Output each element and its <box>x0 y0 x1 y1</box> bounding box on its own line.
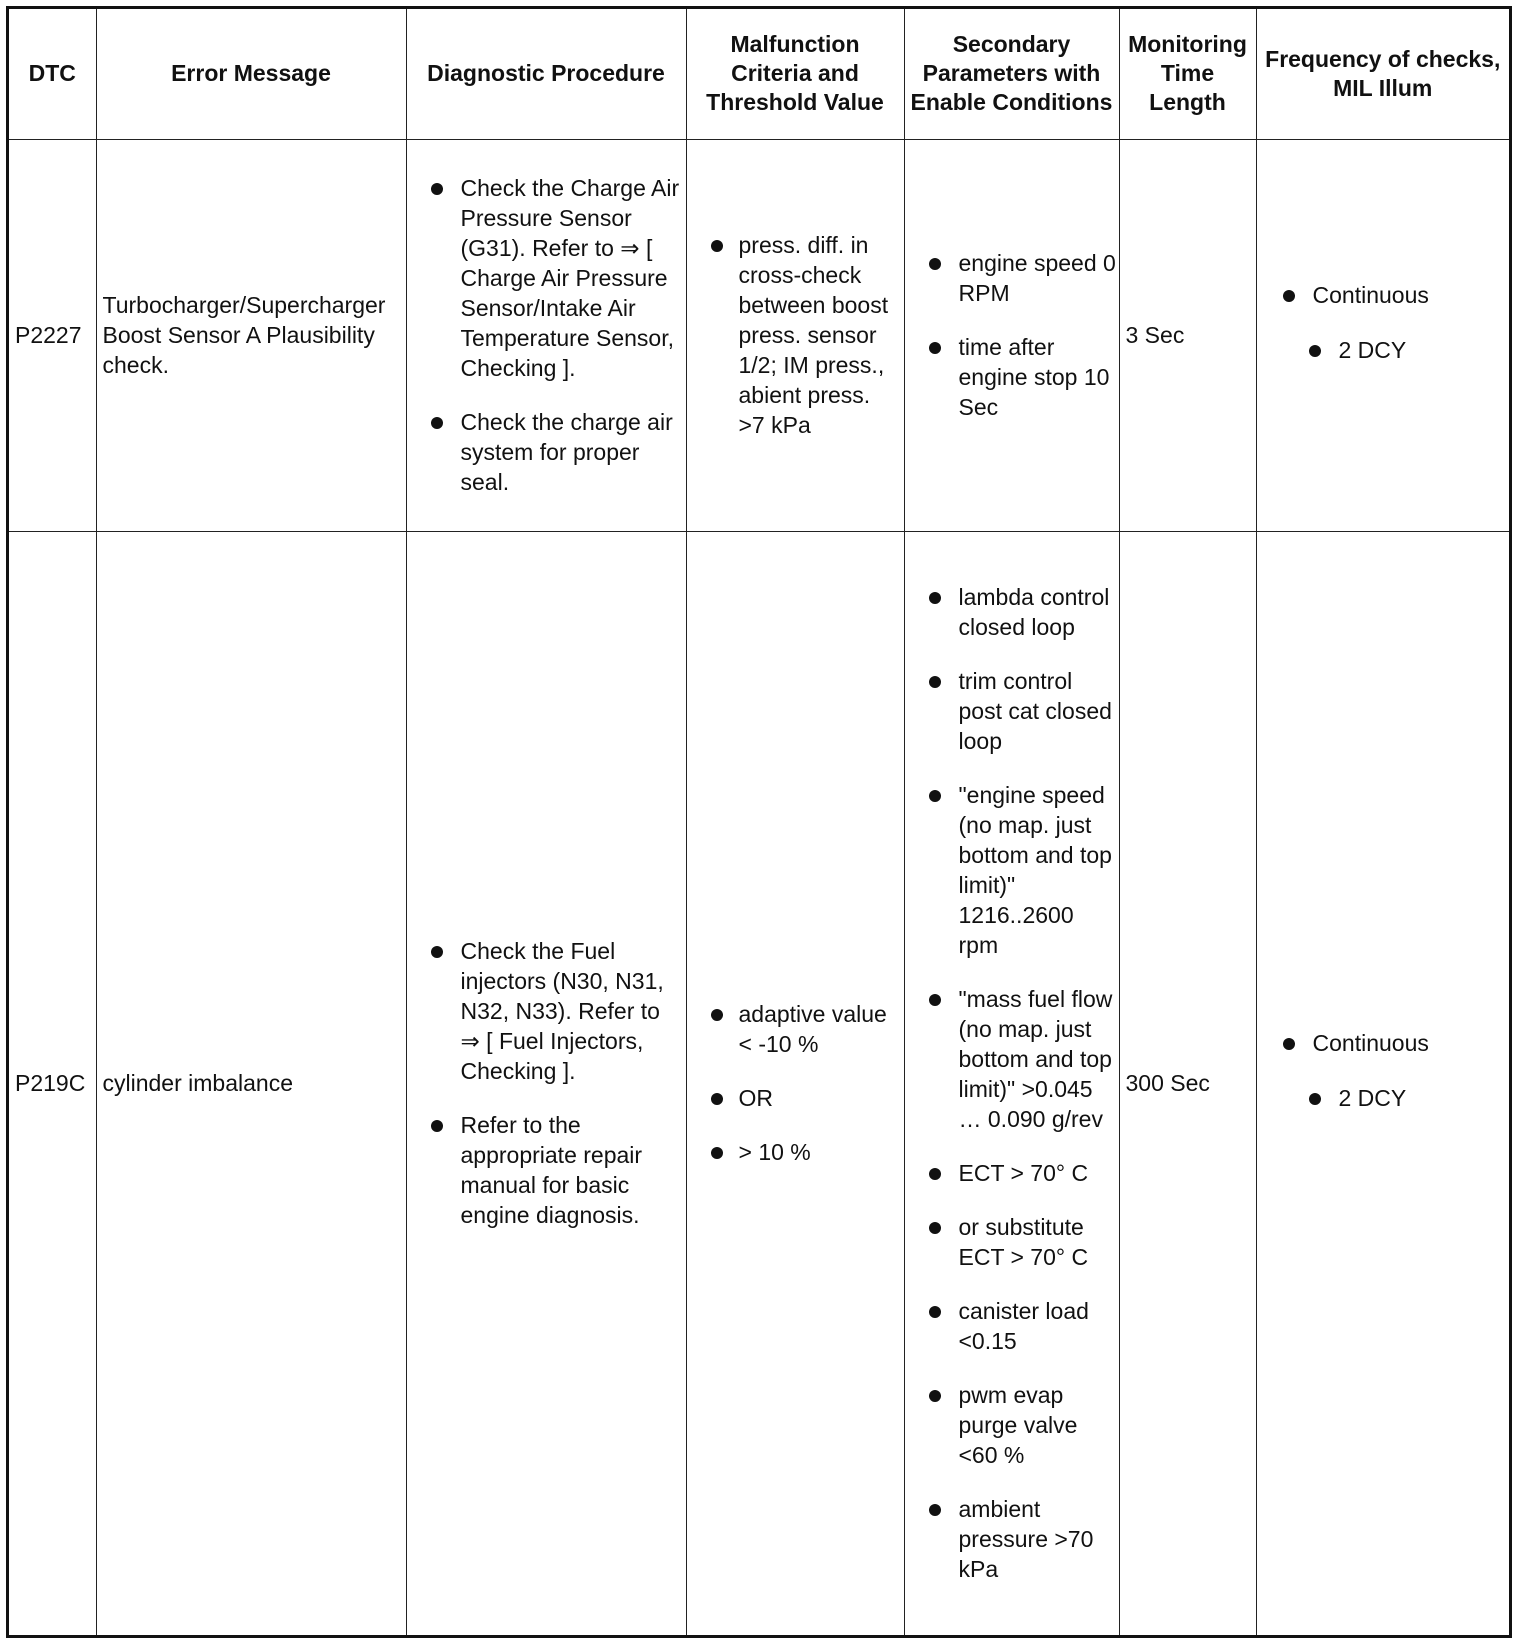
bullet-icon <box>929 592 941 604</box>
bullet-icon <box>711 1009 723 1021</box>
list-item <box>1257 1028 1508 1058</box>
dtc-table-frame <box>6 6 1512 1638</box>
frequency <box>1256 531 1509 1635</box>
header-dtc: DTC <box>9 9 96 139</box>
list-item-text: > 10 % <box>738 1139 811 1166</box>
bullet-icon <box>431 183 443 195</box>
table-row <box>9 531 1509 1635</box>
list-item <box>1257 280 1508 310</box>
header-monitoring-time: Monitoring Time Length <box>1119 9 1256 139</box>
list-item-text: Refer to the appropriate repair manual for basic engine diagnosis. <box>460 1112 643 1229</box>
header-malfunction-criteria: Malfunction Criteria and Threshold Value <box>686 9 904 139</box>
list-item-text: "mass fuel flow (no map. just bottom and top limit)" >0.045 … 0.090 g/rev <box>958 986 1113 1133</box>
list-item-text: pwm evap purge valve <60 % <box>958 1382 1078 1469</box>
table-row <box>9 139 1509 531</box>
list-item <box>905 1380 1117 1470</box>
bullet-icon <box>929 258 941 270</box>
error-message: Turbocharger/Supercharger Boost Sensor A Plausibility check. <box>96 139 406 531</box>
list-item-text: 2 DCY <box>1338 1085 1407 1112</box>
list-item <box>905 1296 1117 1356</box>
dtc-code: P2227 <box>9 139 96 531</box>
list-item <box>687 230 898 440</box>
list-item <box>687 1137 898 1167</box>
bullet-icon <box>929 676 941 688</box>
list-item-text: Check the Charge Air Pressure Sensor (G31). Refer to ⇒ [ Charge Air Pressure Sensor/Intake Air Temperature Sensor, Checking ]. <box>460 175 680 381</box>
list-item <box>687 999 898 1059</box>
list-item-text: trim control post cat closed loop <box>958 668 1112 755</box>
bullet-icon <box>929 1168 941 1180</box>
frequency <box>1256 139 1509 531</box>
bullet-icon <box>711 1147 723 1159</box>
list-item <box>1283 335 1508 365</box>
bullet-icon <box>1309 1093 1321 1105</box>
list-item-text: Continuous <box>1312 1030 1429 1057</box>
bullet-icon <box>1309 345 1321 357</box>
list-item-text: ambient pressure >70 kPa <box>958 1496 1094 1583</box>
bullet-icon <box>929 1306 941 1318</box>
bullet-icon <box>929 790 941 802</box>
list-item-text: press. diff. in cross-check between boost press. sensor 1/2; IM press., abient press. >7 kPa <box>738 232 889 438</box>
error-message: cylinder imbalance <box>96 531 406 1635</box>
monitoring-time: 3 Sec <box>1119 139 1256 531</box>
list-item-text: lambda control closed loop <box>958 584 1110 641</box>
list-item <box>905 1494 1117 1584</box>
list-item-text: Check the Fuel injectors (N30, N31, N32, N33). Refer to ⇒ [ Fuel Injectors, Checking ]. <box>460 938 664 1085</box>
list-item-text: engine speed 0 RPM <box>958 250 1116 306</box>
header-error-message: Error Message <box>96 9 406 139</box>
list-item-text: "engine speed (no map. just bottom and top limit)" 1216..2600 rpm <box>958 782 1112 959</box>
secondary-parameters <box>904 139 1119 531</box>
bullet-icon <box>929 1504 941 1516</box>
list-item-text: OR <box>738 1085 773 1112</box>
header-frequency: Frequency of checks, MIL Illum <box>1256 9 1509 139</box>
list-item <box>407 936 680 1086</box>
list-item <box>407 1110 680 1230</box>
list-item <box>407 407 680 497</box>
bullet-icon <box>431 417 443 429</box>
monitoring-time: 300 Sec <box>1119 531 1256 1635</box>
list-item-text: or substitute ECT > 70° C <box>958 1214 1089 1271</box>
bullet-icon <box>431 946 443 958</box>
list-item <box>905 780 1117 960</box>
malfunction-criteria <box>686 531 904 1635</box>
list-item <box>905 1212 1117 1272</box>
header-row <box>9 9 1509 139</box>
bullet-icon <box>711 1093 723 1105</box>
bullet-icon <box>1283 1038 1295 1050</box>
list-item-text: ECT > 70° C <box>958 1160 1089 1187</box>
secondary-parameters <box>904 531 1119 1635</box>
dtc-table <box>9 9 1509 1635</box>
malfunction-criteria <box>686 139 904 531</box>
list-item <box>905 332 1117 422</box>
list-item <box>407 173 680 383</box>
dtc-code: P219C <box>9 531 96 1635</box>
bullet-icon <box>711 240 723 252</box>
header-diagnostic-procedure: Diagnostic Procedure <box>406 9 686 139</box>
header-secondary-parameters: Secondary Parameters with Enable Conditions <box>904 9 1119 139</box>
list-item <box>905 1158 1117 1188</box>
list-item <box>905 984 1117 1134</box>
list-item-text: canister load <0.15 <box>958 1298 1089 1355</box>
list-item <box>687 1083 898 1113</box>
bullet-icon <box>929 1390 941 1402</box>
list-item-text: Continuous <box>1312 282 1429 308</box>
diagnostic-procedure <box>406 531 686 1635</box>
list-item <box>905 666 1117 756</box>
list-item-text: Check the charge air system for proper seal. <box>460 409 673 495</box>
list-item-text: 2 DCY <box>1338 337 1407 363</box>
list-item-text: time after engine stop 10 Sec <box>958 334 1110 420</box>
bullet-icon <box>929 1222 941 1234</box>
diagnostic-procedure <box>406 139 686 531</box>
list-item <box>905 248 1117 308</box>
bullet-icon <box>1283 290 1295 302</box>
bullet-icon <box>431 1120 443 1132</box>
list-item-text: adaptive value < -10 % <box>738 1001 887 1058</box>
bullet-icon <box>929 342 941 354</box>
list-item <box>905 582 1117 642</box>
list-item <box>1283 1083 1508 1113</box>
bullet-icon <box>929 994 941 1006</box>
